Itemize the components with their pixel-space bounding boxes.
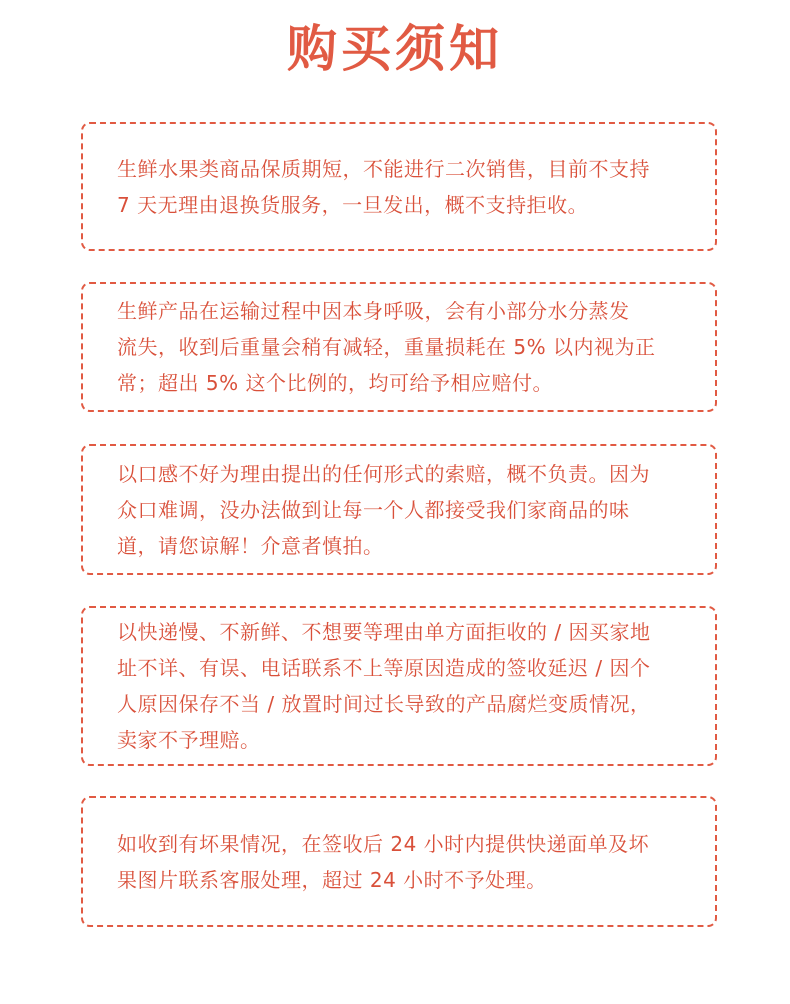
notice-text-line: 人原因保存不当 / 放置时间过长导致的产品腐烂变质情况， — [117, 692, 651, 716]
notice-text-line: 7 天无理由退换货服务，一旦发出，概不支持拒收。 — [117, 192, 589, 217]
notice-box-rejection-policy — [81, 606, 717, 766]
page-title: 购买须知 — [287, 19, 503, 78]
notice-text-line: 常；超出 5% 这个比例的，均可给予相应赔付。 — [117, 371, 553, 395]
notice-box-taste-claims — [81, 444, 717, 575]
notice-text-line: 众口难调，没办法做到让每一个人都接受我们家商品的味 — [117, 497, 630, 522]
notice-text-line: 如收到有坏果情况，在签收后 24 小时内提供快递面单及坏 — [117, 831, 650, 856]
notice-text-line: 生鲜产品在运输过程中因本身呼吸，会有小部分水分蒸发 — [117, 299, 630, 323]
notice-text-line: 生鲜水果类商品保质期短，不能进行二次销售，目前不支持 — [117, 156, 650, 181]
notice-text-line: 果图片联系客服处理，超过 24 小时不予处理。 — [117, 867, 547, 892]
notice-text-line: 流失，收到后重量会稍有减轻，重量损耗在 5% 以内视为正 — [117, 335, 656, 359]
notice-text-line: 以口感不好为理由提出的任何形式的索赔，概不负责。因为 — [117, 461, 650, 486]
notice-text-line: 以快递慢、不新鲜、不想要等理由单方面拒收的 / 因买家地 — [117, 620, 651, 644]
notice-text-line: 道，请您谅解！介意者慎拍。 — [117, 533, 384, 558]
notice-box-weight-loss — [81, 282, 717, 412]
notice-text-line: 卖家不予理赔。 — [117, 728, 261, 752]
notice-box-return-policy — [81, 122, 717, 251]
notice-box-damaged-fruit — [81, 796, 717, 927]
notice-text-line: 址不详、有误、电话联系不上等原因造成的签收延迟 / 因个 — [117, 656, 651, 680]
